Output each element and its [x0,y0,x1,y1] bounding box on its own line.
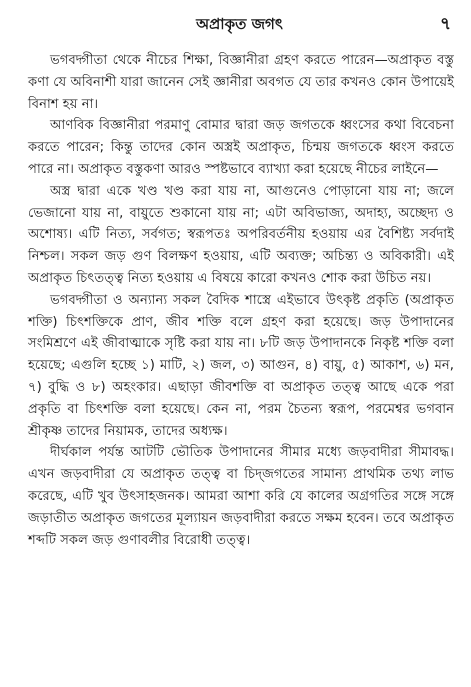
paragraph: দীর্ঘকাল পর্যন্ত আটটি ভৌতিক উপাদানের সীমার মধ্যে জড়বাদীরা সীমাবদ্ধ। এখন জড়বাদীরা যে অপ্রাকৃত তত্ত্ব বা চিদ্জগতের সামান্য প্রাথমিক তথ্য লাভ করেছে, এটি খুব উৎসাহজনক। আমরা আশা করি যে কালের অগ্রগতির সঙ্গে সঙ্গে জড়াতীত অপ্রাকৃত জগতের মূল্যায়ন জড়বাদীরা করতে সক্ষম হবেন। তবে অপ্রাকৃত শব্দটি সকল জড় গুণাবলীর বিরোধী তত্ত্ব। [28,445,454,548]
paragraph: ভগবদ্গীতা থেকে নীচের শিক্ষা, বিজ্ঞানীরা গ্রহণ করতে পারেন—অপ্রাকৃত বস্তু কণা যে অবিনাশী যারা জানেন সেই জ্ঞানীরা অবগত যে তার কখনও কোন উপায়েই বিনাশ হয় না। [28,53,454,112]
paragraph: অস্ত্র দ্বারা একে খণ্ড খণ্ড করা যায় না, আগুনেও পোড়ানো যায় না; জলে ভেজানো যায় না, বায়ুতে শুকানো যায় না; এটা অবিভাজ্য, অদাহ্য, অচ্ছেদ্য ও অশোষ্য। এটি নিত্য, সর্বগত; স্বরূপতঃ অপরিবর্তনীয় হওয়ায় এর বৈশিষ্ট্য সর্বদাই নিশ্চল। সকল জড় গুণ বিলক্ষণ হওয়ায়, এটি অব্যক্ত; অচিন্ত্য ও অবিকারী। এই অপ্রাকৃত চিৎতত্ত্ব নিত্য হওয়ায় এ বিষয়ে কারো কখনও শোক করা উচিত নয়। [28,183,454,286]
paragraph: ভগবদ্গীতা ও অন্যান্য সকল বৈদিক শাস্ত্রে এইভাবে উৎকৃষ্ট প্রকৃতি (অপ্রাকৃত শক্তি) চিৎশক্তিকে প্রাণ, জীব শক্তি বলে গ্রহণ করা হয়েছে। জড় উপাদানের সংমিশ্রণে এই জীবাত্মাকে সৃষ্টি করা যায় না। ৮টি জড় উপাদানকে নিকৃষ্ট শক্তি বলা হয়েছে; এগুলি হচ্ছে ১) মাটি, ২) জল, ৩) আগুন, ৪) বায়ু, ৫) আকাশ, ৬) মন, ৭) বুদ্ধি ও ৮) অহংকার। এছাড়া জীবশক্তি বা অপ্রাকৃত তত্ত্ব আছে একে পরা প্রকৃতি বা চিৎশক্তি বলা হয়েছে। কেন না, পরম চৈতন্য স্বরূপ, পরমেশ্বর ভগবান শ্রীকৃষ্ণ তাদের নিয়ামক, তাদের অধ্যক্ষ। [28,292,454,439]
body-text [28,50,454,551]
paragraph: আণবিক বিজ্ঞানীরা পরমাণু বোমার দ্বারা জড় জগতকে ধ্বংসের কথা বিবেচনা করতে পারেন; কিন্তু তাদের কোন অস্ত্রই অপ্রাকৃত, চিন্ময় জগতকে ধ্বংস করতে পারে না। অপ্রাকৃত বস্তুকণা আরও স্পষ্টভাবে ব্যাখ্যা করা হয়েছে নীচের লাইনে— [28,118,454,177]
running-header [28,12,451,36]
page-number: ৭ [439,14,451,34]
running-title: অপ্রাকৃত জগৎ [196,15,283,33]
